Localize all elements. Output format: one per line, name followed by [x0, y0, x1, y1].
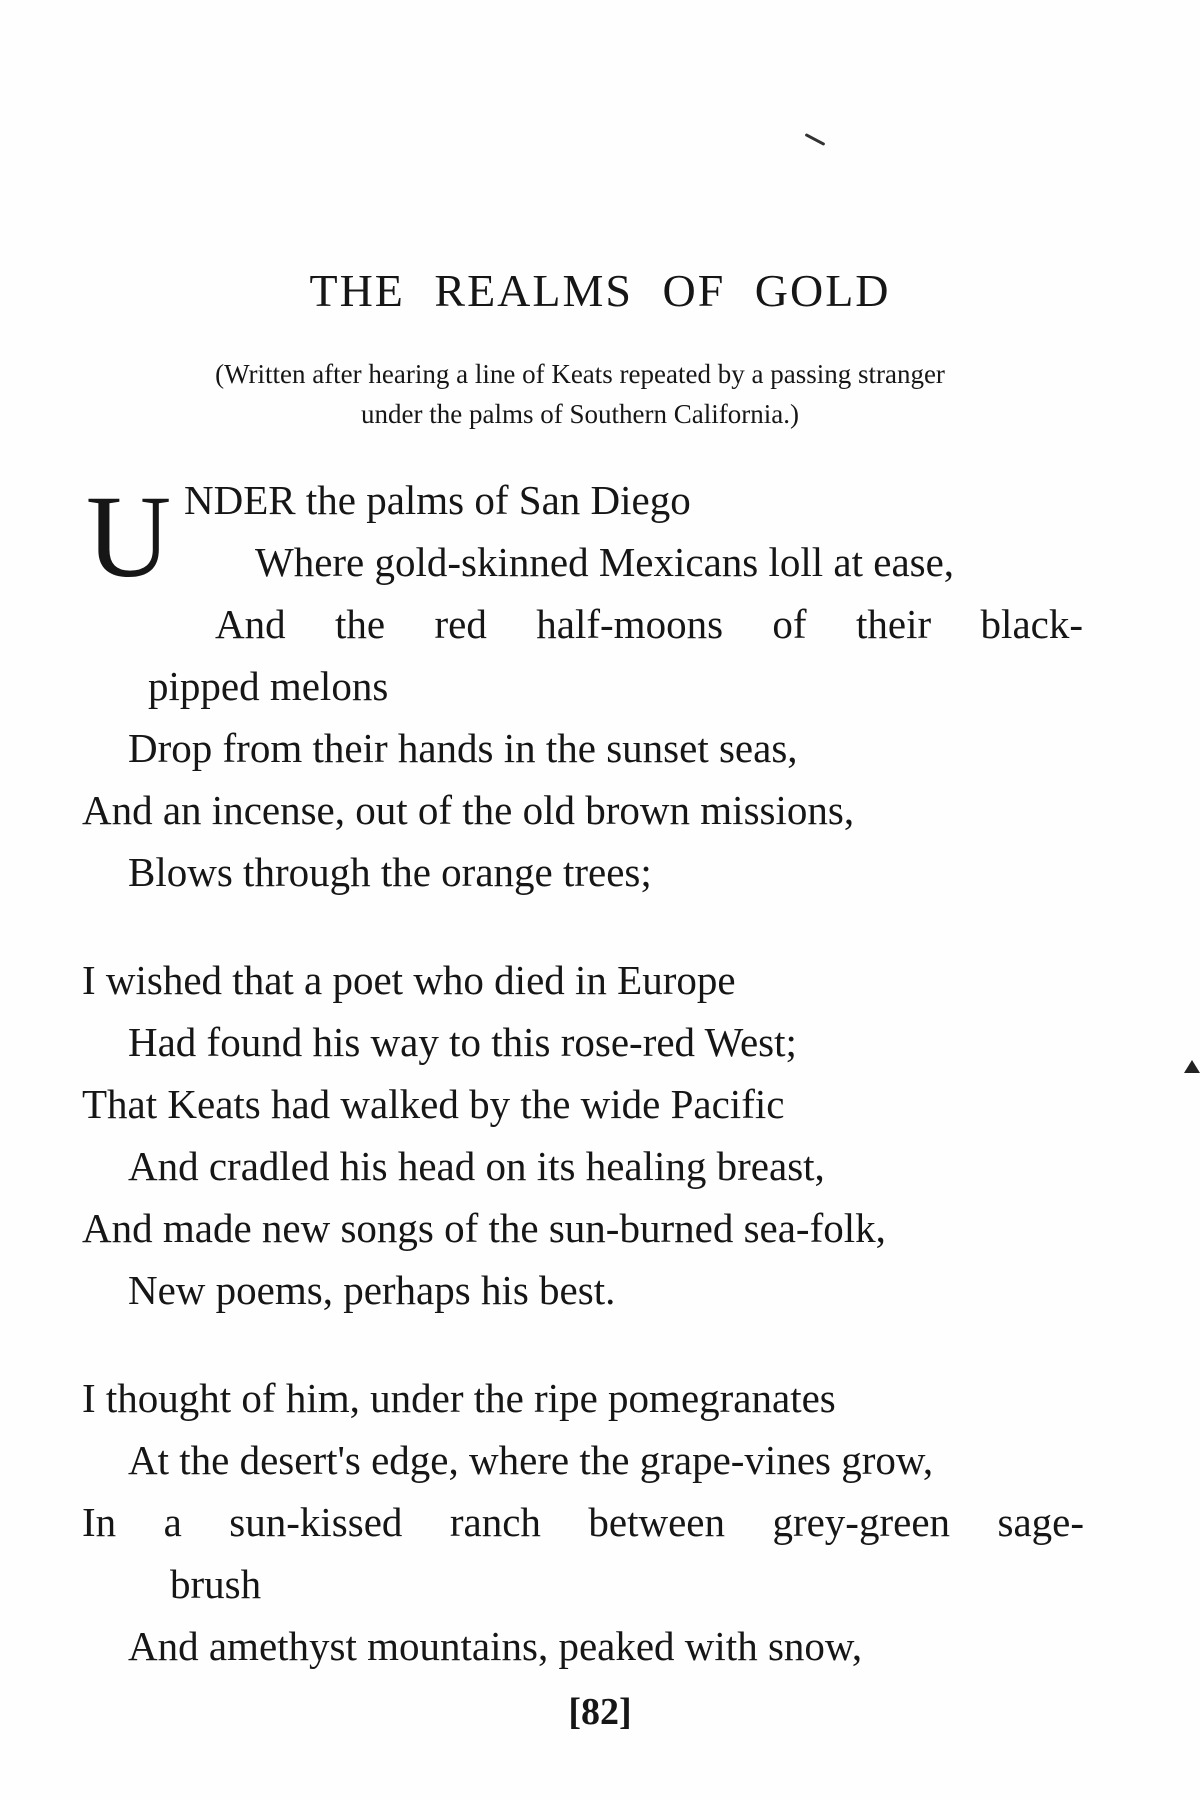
poem-line: And the red half-moons of their black- — [215, 601, 1083, 647]
print-speck-right — [1184, 1060, 1200, 1073]
poem-subtitle — [80, 354, 1080, 434]
subtitle-line: (Written after hearing a line of Keats repeated by a passing stranger — [215, 359, 945, 389]
subtitle-line: under the palms of Southern California.) — [361, 399, 799, 429]
poem-line: And amethyst mountains, peaked with snow, — [128, 1623, 863, 1669]
poem-line: Had found his way to this rose-red West; — [128, 1019, 797, 1065]
poem-line: Blows through the orange trees; — [128, 849, 652, 895]
poem-line: And an incense, out of the old brown missions, — [82, 787, 855, 833]
poem-line: New poems, perhaps his best. — [128, 1267, 616, 1313]
poem-line: I wished that a poet who died in Europe — [82, 957, 736, 1003]
poem-line: pipped melons — [148, 663, 389, 709]
drop-cap: U — [86, 471, 172, 602]
page-number: [82] — [568, 1691, 632, 1733]
print-speck — [805, 133, 826, 146]
poem-line: Where gold-skinned Mexicans loll at ease, — [255, 539, 955, 585]
poem-title: THE REALMS OF GOLD — [309, 265, 891, 316]
poem-line: And made new songs of the sun-burned sea-folk, — [82, 1205, 886, 1251]
poem-line: brush — [170, 1561, 262, 1607]
poem-line: That Keats had walked by the wide Pacific — [82, 1081, 785, 1127]
poem-line: At the desert's edge, where the grape-vines grow, — [128, 1437, 934, 1483]
poem-line: In a sun-kissed ranch between grey-green sage- — [82, 1499, 1084, 1545]
poem-line: I thought of him, under the ripe pomegranates — [82, 1375, 836, 1421]
poem-line: And cradled his head on its healing breast, — [128, 1143, 825, 1189]
poem-line: NDER the palms of San Diego — [184, 477, 691, 523]
poem-line: Drop from their hands in the sunset seas, — [128, 725, 798, 771]
